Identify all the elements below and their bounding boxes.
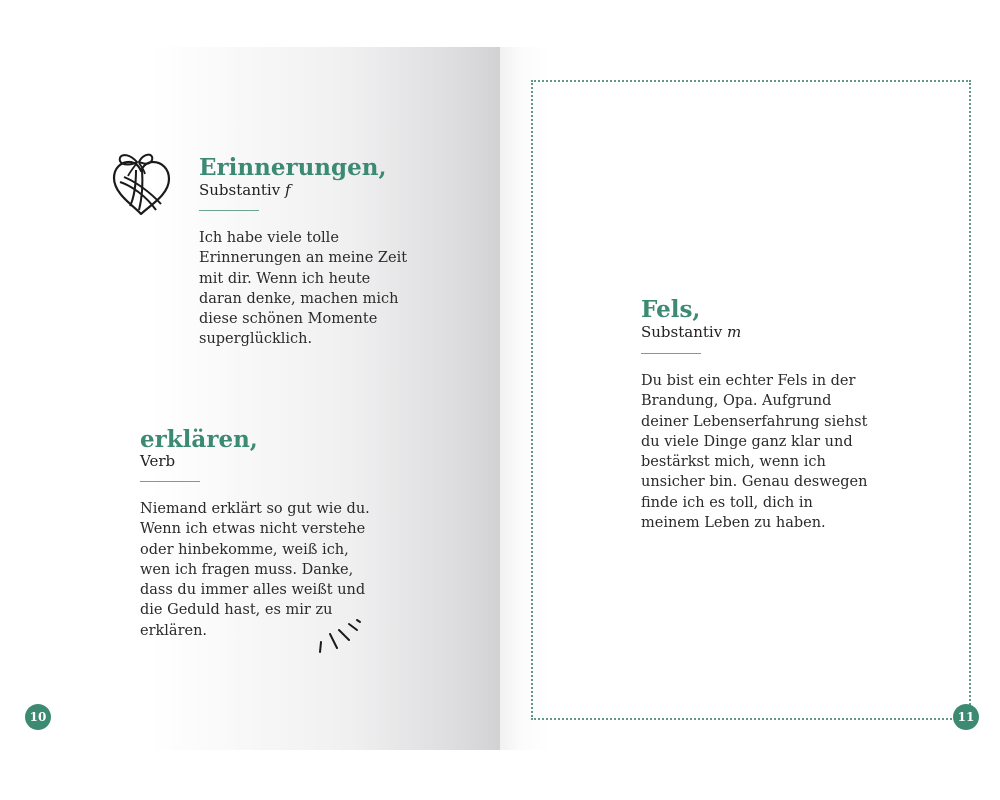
text-line: bestärkst mich, wenn ich: [641, 454, 826, 471]
text-line: mit dir. Wenn ich heute: [199, 270, 371, 287]
entry-part-of-speech: Verb: [140, 452, 176, 470]
text-line: Brandung, Opa. Aufgrund: [641, 393, 832, 410]
sparkle-lines-icon: [315, 618, 363, 658]
entry-part-of-speech: [641, 323, 741, 341]
page-number-right: 11: [953, 704, 979, 730]
text-line: oder hinbekomme, weiß ich,: [140, 541, 349, 558]
text-line: Ich habe viele tolle: [199, 230, 339, 246]
text-line: Wenn ich etwas nicht verstehe: [140, 521, 366, 538]
pos-gender: m: [726, 323, 742, 341]
text-line: meinem Leben zu haben.: [641, 515, 826, 532]
text-line: deiner Lebenserfahrung siehst: [641, 413, 868, 430]
pos-gender: f: [284, 181, 291, 199]
text-line: du viele Dinge ganz klar und: [641, 433, 853, 450]
text-line: diese schönen Momente: [199, 311, 378, 328]
left-page: [0, 47, 500, 750]
text-line: Niemand erklärt so gut wie du.: [140, 501, 370, 517]
divider-line: [199, 210, 259, 211]
entry-word-erinnerungen: Erinnerungen,: [199, 154, 387, 181]
divider-line: [140, 481, 200, 482]
entry-word-erklaeren: erklären,: [140, 426, 258, 453]
text-line: finde ich es toll, dich in: [641, 494, 813, 511]
pos-label: Substantiv: [641, 323, 723, 341]
text-line: Erinnerungen an meine Zeit: [199, 250, 408, 267]
text-line: daran denke, machen mich: [199, 290, 399, 307]
entry-part-of-speech: [199, 181, 291, 199]
text-line: superglücklich.: [199, 331, 313, 348]
text-line: unsicher bin. Genau deswegen: [641, 474, 868, 491]
heart-with-ribbon-icon: [106, 148, 176, 220]
divider-line: [641, 353, 701, 354]
pos-label: Substantiv: [199, 181, 281, 199]
text-line: die Geduld hast, es mir zu: [140, 602, 333, 619]
text-line: Du bist ein echter Fels in der: [641, 373, 856, 389]
entry-text-fels: [641, 371, 867, 533]
page-number-left: 10: [25, 704, 51, 730]
entry-text-erinnerungen: [199, 228, 407, 350]
entry-word-fels: Fels,: [641, 296, 701, 323]
text-line: dass du immer alles weißt und: [140, 582, 366, 599]
text-line: wen ich fragen muss. Danke,: [140, 561, 354, 578]
text-line: erklären.: [140, 622, 208, 639]
